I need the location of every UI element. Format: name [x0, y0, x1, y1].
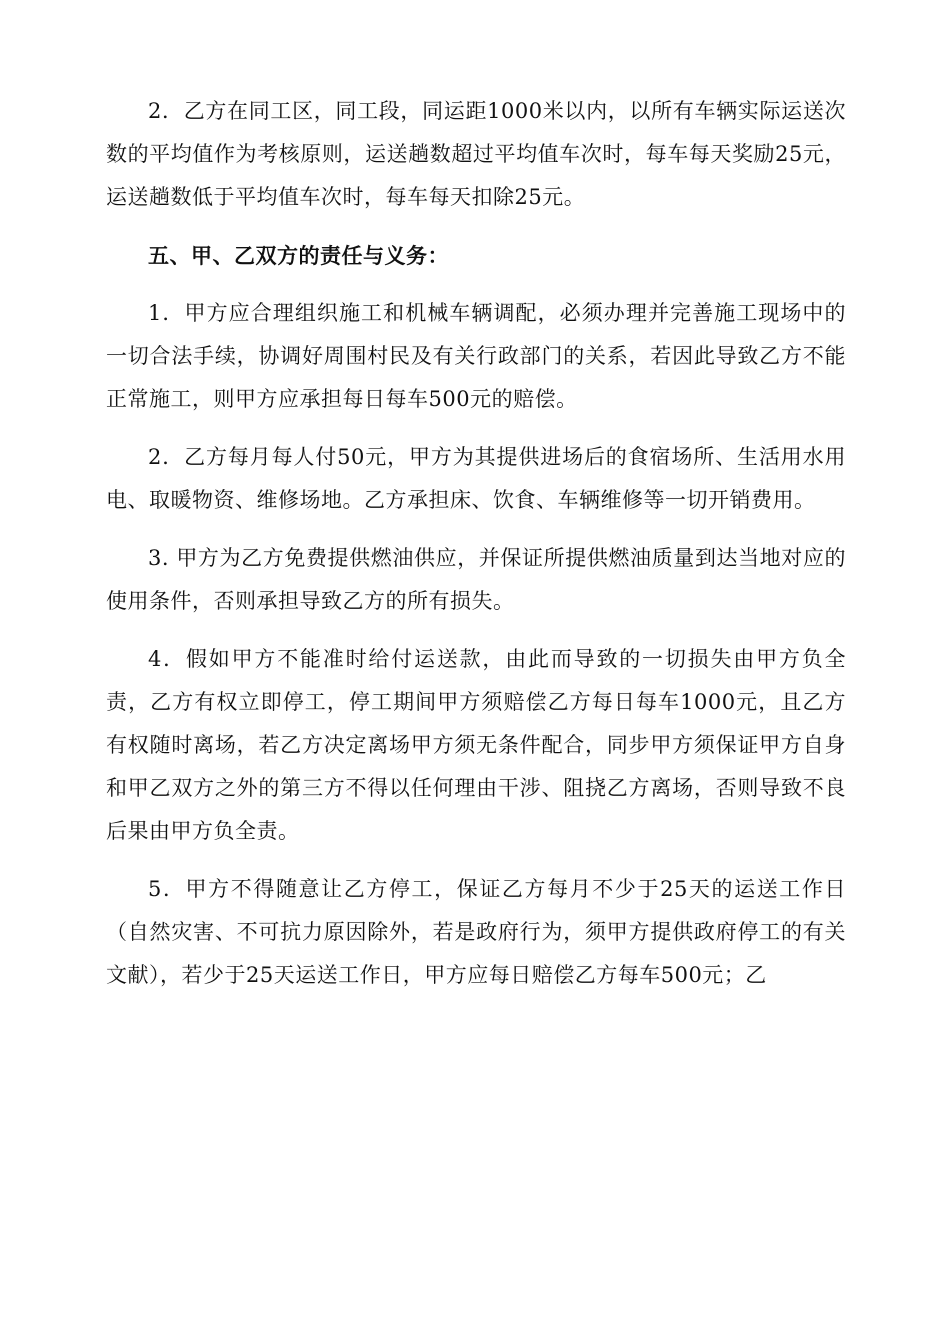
document-page — [106, 90, 846, 1012]
clause-5-1-paragraph: 1．甲方应合理组织施工和机械车辆调配，必须办理并完善施工现场中的一切合法手续，协调好周围村民及有关行政部门的关系，若因此导致乙方不能正常施工，则甲方应承担每日每车500元的赔偿。 — [106, 301, 846, 411]
clause-4-2-paragraph: 2．乙方在同工区，同工段，同运距1000米以内，以所有车辆实际运送次数的平均值作为考核原则，运送趟数超过平均值车次时，每车每天奖励25元，运送趟数低于平均值车次时，每车每天扣除25元。 — [106, 99, 846, 209]
clause-5-2-paragraph: 2．乙方每月每人付50元，甲方为其提供进场后的食宿场所、生活用水用电、取暖物资、维修场地。乙方承担床、饮食、车辆维修等一切开销费用。 — [106, 445, 846, 512]
section-5-heading: 五、甲、乙双方的责任与义务： — [148, 243, 449, 268]
clause-5-5-paragraph: 5．甲方不得随意让乙方停工，保证乙方每月不少于25天的运送工作日（自然灾害、不可抗力原因除外，若是政府行为，须甲方提供政府停工的有关文献），若少于25天运送工作日，甲方应每日赔偿乙方每车500元；乙 — [106, 877, 846, 987]
clause-5-4-paragraph: 4．假如甲方不能准时给付运送款，由此而导致的一切损失由甲方负全责，乙方有权立即停工，停工期间甲方须赔偿乙方每日每车1000元，且乙方有权随时离场，若乙方决定离场甲方须无条件配合，同步甲方须保证甲方自身和甲乙双方之外的第三方不得以任何理由干涉、阻挠乙方离场，否则导致不良后果由甲方负全责。 — [106, 647, 846, 843]
clause-5-3-paragraph: 3. 甲方为乙方免费提供燃油供应，并保证所提供燃油质量到达当地对应的使用条件，否则承担导致乙方的所有损失。 — [106, 546, 846, 613]
